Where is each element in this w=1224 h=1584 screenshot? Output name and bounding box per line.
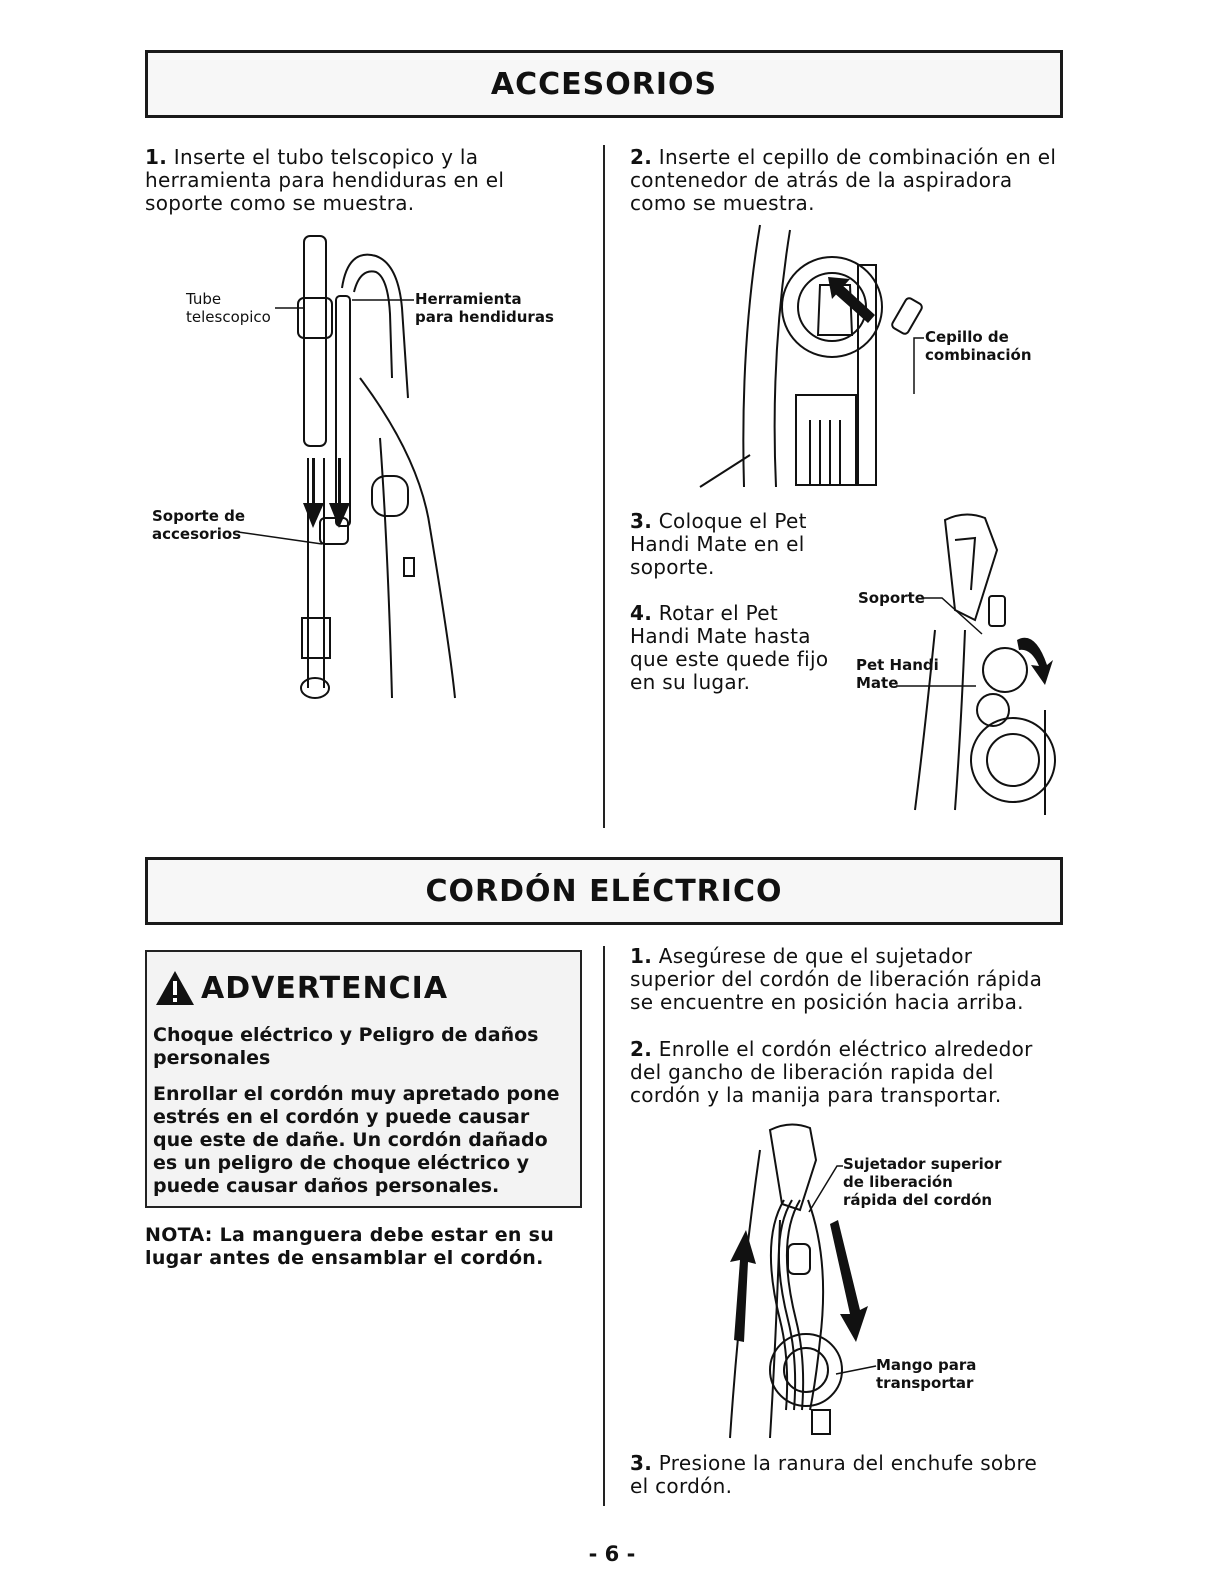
step-number: 4.	[630, 601, 653, 625]
tube-label	[186, 290, 271, 326]
cordon-step-1	[630, 945, 1060, 1014]
label-line: telescopico	[186, 308, 271, 326]
label-line: Tube	[186, 290, 222, 308]
accesorios-section-title	[145, 50, 1063, 118]
cord-clip-label	[843, 1155, 1002, 1209]
accesorios-step-4	[630, 602, 835, 694]
leader-line	[896, 684, 976, 688]
column-divider-bottom	[603, 946, 605, 1506]
label-line: Mango para	[876, 1356, 977, 1374]
step-number: 1.	[630, 944, 653, 968]
warning-subtitle: Choque eléctrico y Peligro de daños personales	[153, 1024, 539, 1069]
warning-triangle-icon	[155, 970, 195, 1006]
cordon-step-3	[630, 1452, 1060, 1498]
step-text: Enrolle el cordón eléctrico alrededor del gancho de liberación rapida del cordón y la manija para transportar.	[630, 1037, 1033, 1107]
step-number: 1.	[145, 145, 168, 169]
accesorios-step-2	[630, 146, 1060, 215]
step-text: Coloque el Pet Handi Mate en el soporte.	[630, 509, 807, 579]
warning-header	[155, 970, 448, 1006]
accesorios-step-1	[145, 146, 575, 215]
crevice-tool-label	[415, 290, 554, 326]
step-number: 3.	[630, 509, 653, 533]
leader-line	[275, 306, 305, 310]
step-text: Asegúrese de que el sujetador superior del cordón de liberación rápida se encuentre en posición hacia arriba.	[630, 944, 1043, 1014]
label-line: Cepillo de	[925, 328, 1009, 346]
accesorios-step-3	[630, 510, 835, 579]
label-line: Soporte	[858, 589, 925, 607]
step-text: Inserte el cepillo de combinación en el contenedor de atrás de la aspiradora como se muestra.	[630, 145, 1057, 215]
step-text: Rotar el Pet Handi Mate hasta que este quede fijo en su lugar.	[630, 601, 829, 694]
step-number: 2.	[630, 145, 653, 169]
step-number: 3.	[630, 1451, 653, 1475]
leader-line	[805, 1164, 845, 1214]
step-text: Presione la ranura del enchufe sobre el cordón.	[630, 1451, 1038, 1498]
leader-line	[922, 596, 984, 636]
label-line: de liberación	[843, 1173, 953, 1191]
cordon-step-2	[630, 1038, 1060, 1107]
accesorios-title-text: ACCESORIOS	[490, 66, 718, 102]
leader-line	[238, 530, 322, 550]
label-line: Soporte de	[152, 507, 246, 525]
label-line: para hendiduras	[415, 308, 554, 326]
label-line: Herramienta	[415, 290, 522, 308]
leader-line	[910, 336, 926, 396]
cordon-title-text: CORDÓN ELÉCTRICO	[425, 873, 783, 909]
leader-line	[352, 298, 414, 302]
step-number: 2.	[630, 1037, 653, 1061]
label-line: Pet Handi	[856, 656, 939, 674]
combination-brush-illustration	[700, 225, 930, 490]
label-line: Mate	[856, 674, 899, 692]
column-divider-top	[603, 145, 605, 828]
nota-text: NOTA: La manguera debe estar en su lugar antes de ensamblar el cordón.	[145, 1224, 555, 1269]
carry-handle-label	[876, 1356, 976, 1392]
label-line: transportar	[876, 1374, 974, 1392]
label-line: combinación	[925, 346, 1032, 364]
label-line: Sujetador superior	[843, 1155, 1002, 1173]
label-line: accesorios	[152, 525, 242, 543]
leader-line	[836, 1364, 876, 1376]
accessory-holder-label	[152, 507, 245, 543]
holder-label	[858, 589, 925, 607]
warning-box	[145, 950, 582, 1208]
warning-body: Enrollar el cordón muy apretado pone estrés en el cordón y puede causar que este de dañe. Un cordón dañado es un peligro de choque eléctrico y puede causar daños personales.	[153, 1083, 560, 1197]
page-number: - 6 -	[588, 1542, 636, 1566]
label-line: rápida del cordón	[843, 1191, 993, 1209]
cordon-section-title	[145, 857, 1063, 925]
combination-brush-label	[925, 328, 1032, 364]
warning-title: ADVERTENCIA	[201, 970, 449, 1006]
step-text: Inserte el tubo telscopico y la herramienta para hendiduras en el soporte como se muestra.	[145, 145, 505, 215]
